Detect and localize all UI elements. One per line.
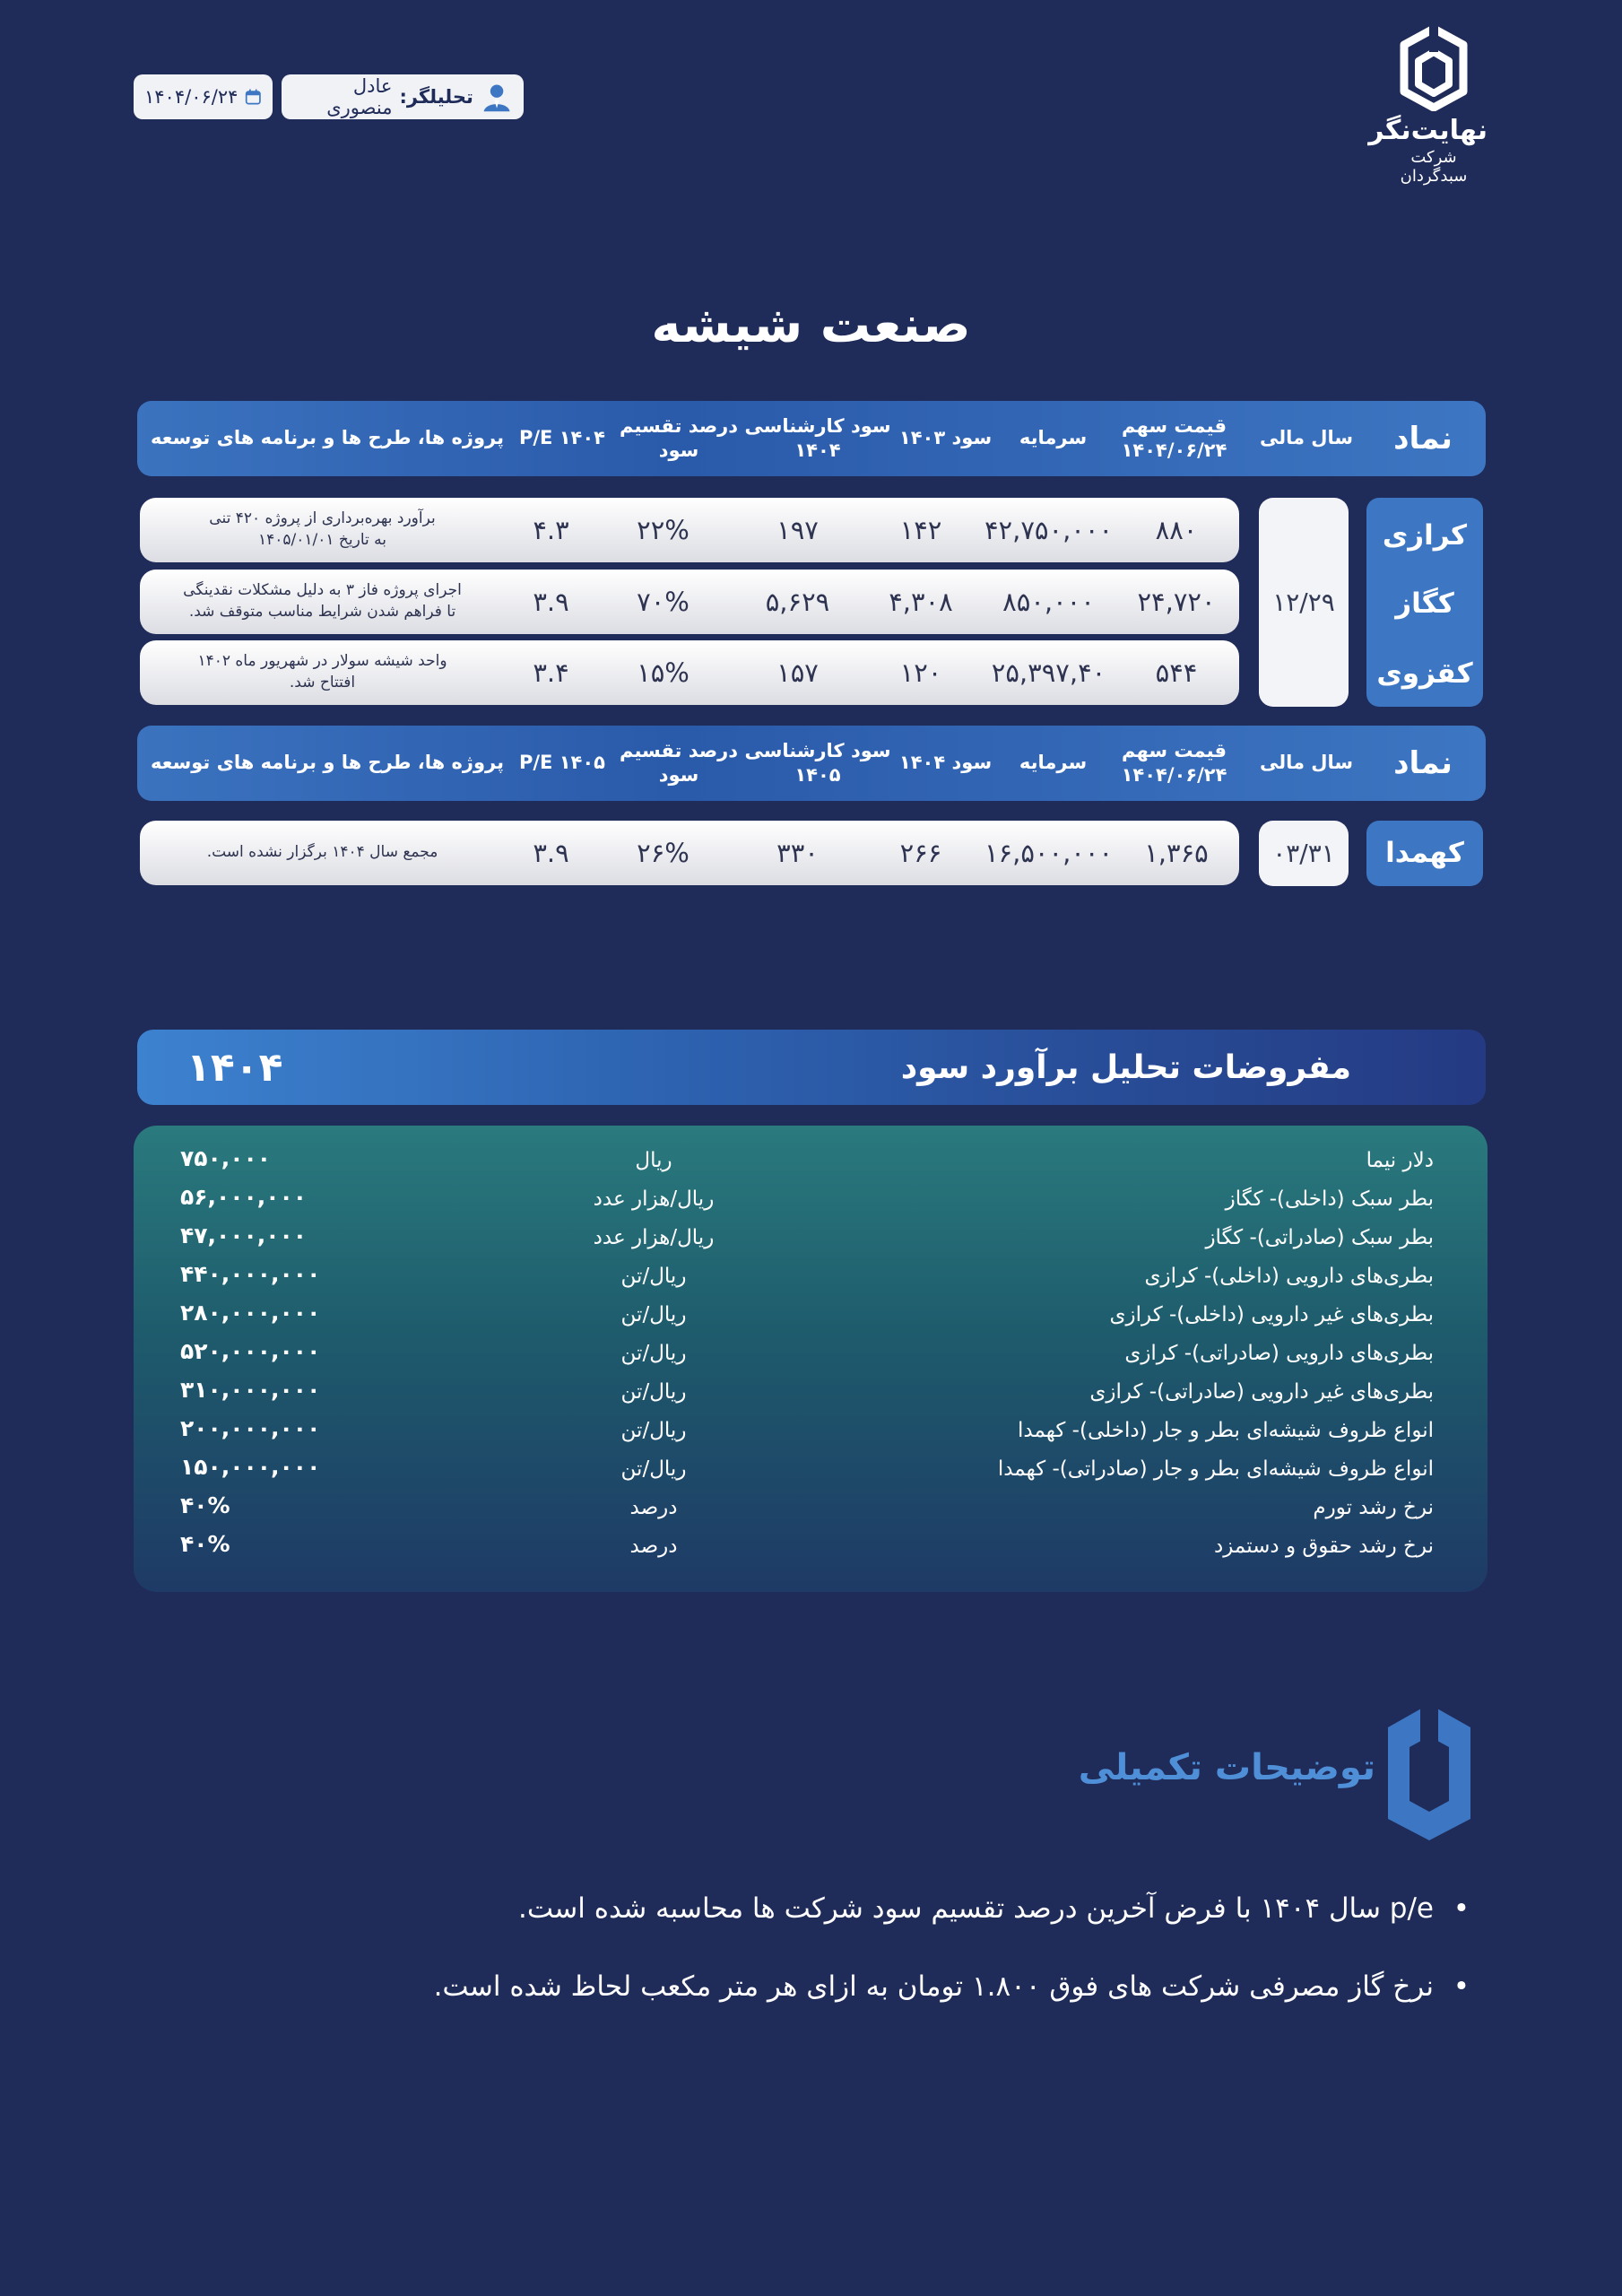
table1-header-dps-line2: سود: [658, 439, 699, 461]
table1-header-symbol: نماد: [1393, 420, 1453, 457]
assumption-name: دلار نیما: [1366, 1149, 1434, 1172]
dps-cell: ۱۵%: [637, 657, 690, 688]
expert-profit-cell: ۱۹۷: [776, 515, 819, 545]
assumption-value: ۲۸۰,۰۰۰,۰۰۰: [180, 1300, 321, 1326]
table2-header-dps: [616, 726, 742, 801]
list-item: [134, 1338, 1488, 1380]
assumptions-panel: [134, 1126, 1488, 1592]
notes-section-icon: [1384, 1700, 1474, 1844]
analyst-label: تحلیلگر:: [399, 86, 473, 108]
assumption-value: ۴۰%: [180, 1531, 230, 1557]
table1-header-pe: P/E ۱۴۰۴: [519, 427, 605, 449]
assumption-unit: ریال/تن: [620, 1303, 687, 1326]
assumption-unit: ریال/تن: [620, 1265, 687, 1288]
notes-title: توضیحات تکمیلی: [1078, 1747, 1375, 1788]
project-note: [150, 570, 495, 634]
brand-logo: [1368, 25, 1488, 186]
table2-header-expert-line2: ۱۴۰۵: [794, 764, 841, 786]
pe-cell: ۳.۴: [533, 657, 569, 688]
assumptions-year: ۱۴۰۴: [186, 1044, 283, 1091]
profit-cell: ۱۴۲: [899, 515, 942, 545]
table2-header-fiscal-year: سال مالی: [1259, 752, 1354, 774]
table2-header-price: [1109, 726, 1239, 801]
list-item: [134, 1454, 1488, 1496]
table1-header-dps-line1: درصد تقسیم: [620, 414, 739, 437]
capital-cell: ۸۵۰,۰۰۰: [1002, 587, 1095, 617]
project-note: [150, 498, 495, 562]
price-cell: ۱,۳۶۵: [1144, 838, 1209, 868]
dps-cell: ۲۲%: [637, 515, 690, 545]
assumption-value: ۱۵۰,۰۰۰,۰۰۰: [180, 1454, 321, 1480]
list-item: [134, 1531, 1488, 1573]
assumption-value: ۲۰۰,۰۰۰,۰۰۰: [180, 1415, 321, 1441]
assumption-name: نرخ رشد تورم: [1313, 1496, 1434, 1519]
list-item: [134, 1261, 1488, 1303]
expert-profit-cell: ۱۵۷: [776, 657, 819, 688]
list-item: [134, 1184, 1488, 1226]
table2-header-symbol: نماد: [1393, 744, 1453, 781]
table2-header-dps-line2: سود: [658, 764, 699, 786]
table2-header-pe: P/E ۱۴۰۵: [519, 752, 605, 774]
pe-cell: ۳.۹: [533, 838, 569, 868]
symbol-kgaz: کگاز: [1395, 587, 1454, 620]
analyst-badge: [282, 74, 524, 119]
list-item: [134, 1492, 1488, 1535]
assumption-value: ۵۲۰,۰۰۰,۰۰۰: [180, 1338, 321, 1364]
list-item: [134, 1415, 1488, 1457]
price-cell: ۲۴,۷۲۰: [1137, 587, 1216, 617]
price-cell: ۵۴۴: [1155, 657, 1198, 688]
assumption-name: بطر سبک (داخلی)- کگاز: [1225, 1187, 1434, 1211]
assumption-name: نرخ رشد حقوق و دستمزد: [1213, 1535, 1434, 1558]
project-note-line1: واحد شیشه سولار در شهریور ماه ۱۴۰۲: [197, 652, 447, 671]
assumption-name: بطری‌های غیر دارویی (داخلی)- کرازی: [1109, 1303, 1434, 1326]
assumptions-header: [137, 1030, 1486, 1105]
project-note: مجمع سال ۱۴۰۴ برگزار نشده است.: [206, 843, 438, 862]
capital-cell: ۲۵,۳۹۷,۴۰: [991, 657, 1106, 688]
list-item: [134, 1222, 1488, 1265]
expert-profit-cell: ۵,۶۲۹: [765, 587, 830, 617]
analyst-avatar-icon: [481, 79, 513, 115]
assumption-name: بطری‌های دارویی (داخلی)- کرازی: [1144, 1265, 1434, 1288]
project-note-line1: برآورد بهره‌برداری از پروژه ۴۲۰ تنی: [209, 509, 436, 528]
project-note: [150, 640, 495, 705]
table2-header-expert-line1: سود کارشناسی: [744, 739, 891, 761]
brand-logo-icon: [1397, 25, 1470, 111]
table1-header: [137, 401, 1486, 476]
profit-cell: ۴,۳۰۸: [889, 587, 953, 617]
analyst-name: عادل منصوری: [326, 75, 393, 118]
table2-header-price-line1: قیمت سهم: [1122, 739, 1227, 761]
capital-cell: ۱۶,۵۰۰,۰۰۰: [984, 838, 1114, 868]
assumption-value: ۴۷,۰۰۰,۰۰۰: [180, 1222, 308, 1248]
assumption-unit: ریال/هزار عدد: [593, 1226, 715, 1249]
assumption-unit: ریال: [635, 1149, 672, 1172]
assumption-unit: ریال/تن: [620, 1380, 687, 1404]
list-item: [134, 1145, 1488, 1187]
assumption-name: انواع ظروف شیشه‌ای بطر و جار (داخلی)- کهمدا: [1018, 1419, 1434, 1442]
assumption-name: انواع ظروف شیشه‌ای بطر و جار (صادراتی)- کهمدا: [997, 1457, 1434, 1481]
assumption-unit: ریال/تن: [620, 1457, 687, 1481]
table2-header: [137, 726, 1486, 801]
price-cell: ۸۸۰: [1155, 515, 1198, 545]
pe-cell: ۴.۳: [533, 515, 569, 545]
profit-cell: ۱۲۰: [899, 657, 942, 688]
list-item: [134, 1300, 1488, 1342]
assumption-value: ۳۱۰,۰۰۰,۰۰۰: [180, 1377, 321, 1403]
table1-header-profit: سود ۱۴۰۳: [898, 427, 993, 449]
dps-cell: ۲۶%: [637, 838, 690, 868]
table1-header-expert-line2: ۱۴۰۴: [794, 439, 841, 461]
table1-header-projects: پروژه ها، طرح ها و برنامه های توسعه: [151, 427, 505, 449]
assumption-unit: ریال/هزار عدد: [593, 1187, 715, 1211]
assumptions-title: مفروضات تحلیل برآورد سود: [900, 1048, 1351, 1086]
pe-cell: ۳.۹: [533, 587, 569, 617]
dps-cell: ۷۰%: [637, 587, 690, 617]
table2-header-dps-line1: درصد تقسیم: [620, 739, 739, 761]
list-item: [134, 1377, 1488, 1419]
table-row: [140, 570, 1239, 634]
table1-header-expert-profit: [742, 401, 894, 476]
table1-header-fiscal-year: سال مالی: [1259, 427, 1354, 449]
capital-cell: ۴۲,۷۵۰,۰۰۰: [984, 515, 1114, 545]
table-row: [140, 821, 1239, 885]
assumption-value: ۴۴۰,۰۰۰,۰۰۰: [180, 1261, 321, 1287]
profit-cell: ۲۶۶: [899, 838, 942, 868]
assumption-unit: درصد: [629, 1535, 678, 1558]
project-note-line2: به تاریخ ۱۴۰۵/۰۱/۰۱: [258, 531, 386, 549]
calendar-icon: [245, 87, 262, 107]
note-item: • نرخ گاز مصرفی شرکت های فوق ۱.۸۰۰ تومان به ازای هر متر مکعب لحاظ شده است.: [434, 1970, 1434, 2003]
table2-header-profit: سود ۱۴۰۴: [898, 752, 993, 774]
table1-header-dps: [616, 401, 742, 476]
assumption-name: بطری‌های دارویی (صادراتی)- کرازی: [1124, 1342, 1434, 1365]
table2-symbol-column: [1366, 821, 1483, 886]
assumption-unit: ریال/تن: [620, 1342, 687, 1365]
symbol-kahamda: کهمدا: [1385, 837, 1464, 869]
assumption-unit: ریال/تن: [620, 1419, 687, 1442]
table2-header-price-line2: ۱۴۰۴/۰۶/۲۴: [1121, 764, 1227, 786]
project-note-line2: افتتاح شد.: [289, 674, 356, 691]
table2-fiscal-year: ۰۳/۳۱: [1259, 821, 1349, 886]
table1-header-capital: سرمایه: [1019, 427, 1088, 449]
symbol-kghazvi: کقزوی: [1376, 657, 1473, 690]
assumption-name: بطر سبک (صادراتی)- کگاز: [1205, 1226, 1434, 1249]
assumption-unit: درصد: [629, 1496, 678, 1519]
table2-header-expert-profit: [742, 726, 894, 801]
table1-header-price-line2: ۱۴۰۴/۰۶/۲۴: [1121, 439, 1227, 461]
table1-header-expert-line1: سود کارشناسی: [744, 414, 891, 437]
brand-subtitle: شرکت سبدگردان: [1400, 148, 1468, 186]
brand-name: نهایت‌نگر: [1368, 115, 1488, 146]
table-row: [140, 640, 1239, 705]
table1-header-price-line1: قیمت سهم: [1122, 414, 1227, 437]
expert-profit-cell: ۳۳۰: [776, 838, 819, 868]
assumption-value: ۵۶,۰۰۰,۰۰۰: [180, 1184, 308, 1210]
assumption-value: ۴۰%: [180, 1492, 230, 1518]
project-note-line1: اجرای پروژه فاز ۳ به دلیل مشکلات نقدینگی: [183, 581, 462, 600]
assumption-value: ۷۵۰,۰۰۰: [180, 1145, 272, 1171]
table1-fiscal-year: ۱۲/۲۹: [1259, 498, 1349, 707]
page-title: صنعت شیشه: [651, 296, 971, 354]
symbol-kerazi: کرازی: [1382, 519, 1468, 552]
project-note-line2: تا فراهم شدن شرایط مناسب متوقف شد.: [188, 603, 456, 621]
date-badge: [134, 74, 273, 119]
table1-symbol-column: [1366, 498, 1483, 707]
table1-header-price: [1109, 401, 1239, 476]
report-date: ۱۴۰۴/۰۶/۲۴: [144, 86, 239, 108]
assumption-name: بطری‌های غیر دارویی (صادراتی)- کرازی: [1089, 1380, 1434, 1404]
table2-header-projects: پروژه ها، طرح ها و برنامه های توسعه: [151, 752, 505, 774]
table-row: [140, 498, 1239, 562]
note-item: • p/e سال ۱۴۰۴ با فرض آخرین درصد تقسیم سود شرکت ها محاسبه شده است.: [518, 1892, 1434, 1925]
table2-header-capital: سرمایه: [1019, 752, 1088, 774]
